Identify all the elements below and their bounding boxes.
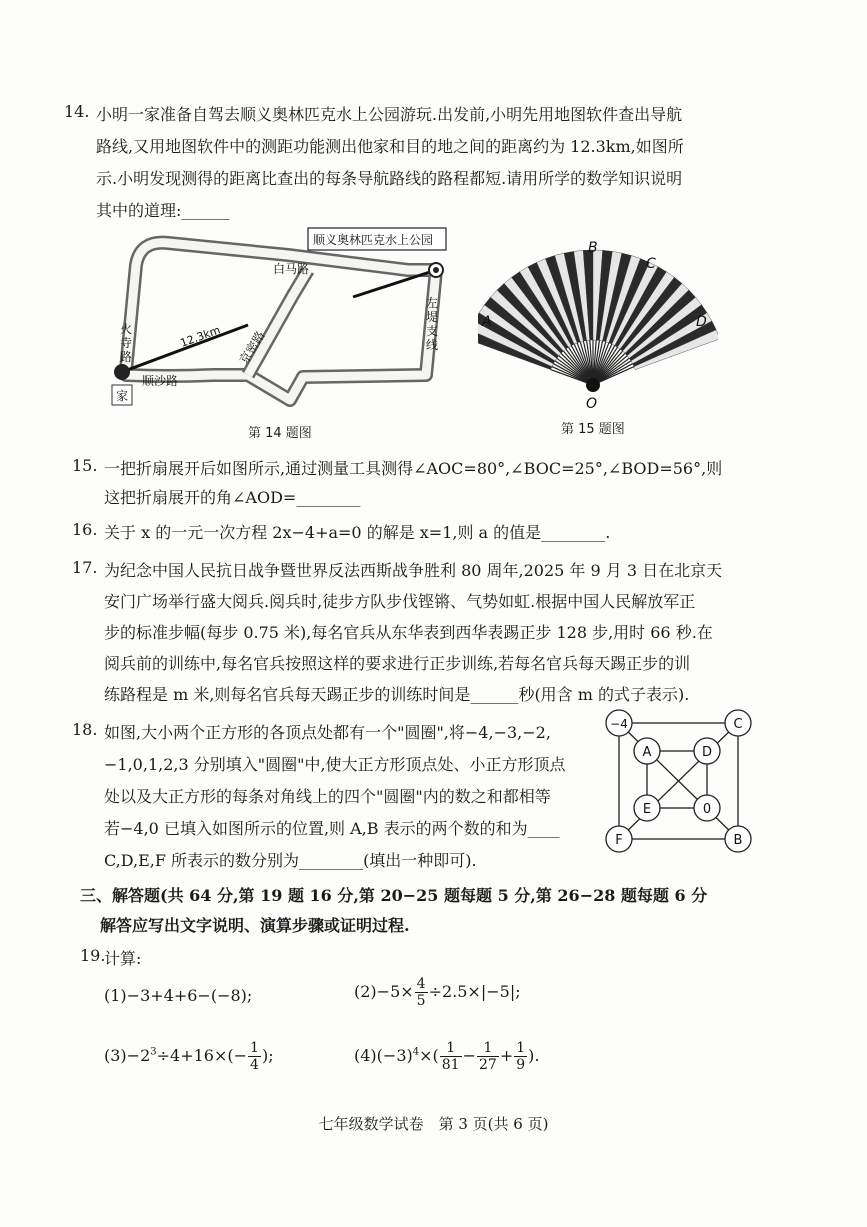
section3-heading: 三、解答题(共 64 分,第 19 题 16 分,第 20−25 题每题 5 分,第 26−28 题每题 6 分 — [80, 886, 708, 905]
svg-text:F: F — [615, 833, 623, 848]
svg-text:A: A — [642, 745, 652, 760]
section3-instructions: 解答应写出文字说明、演算步骤或证明过程. — [100, 916, 410, 935]
q19-part-4-a: (4)(−3) — [354, 1046, 413, 1065]
q16-answer-blank[interactable]: ________ — [541, 523, 606, 542]
q14-number: 14. — [64, 102, 90, 121]
q16-line — [104, 520, 610, 543]
home-label: 家 — [116, 389, 129, 403]
q19-part-3-a: (3)−2 — [104, 1046, 151, 1065]
road-label-huosi-1: 火 — [120, 322, 133, 336]
q18-line-4 — [104, 816, 560, 839]
q19-part-2 — [354, 976, 521, 1009]
q16-text: 关于 x 的一元一次方程 2x−4+a=0 的解是 x=1,则 a 的值是 — [104, 523, 542, 542]
circle-inner-bottom-right — [694, 795, 720, 821]
q15-line-2-text: 这把折扇展开的角∠AOD= — [104, 488, 297, 507]
q17-line-1: 为纪念中国人民抗日战争暨世界反法西斯战争胜利 80 周年,2025 年 9 月 3 日在北京天 — [104, 561, 723, 580]
road-label-baima: 白马路 — [273, 262, 310, 276]
road-label-huosi-2: 寺 — [120, 336, 133, 350]
q19-part-4-fraction-2: $\frac{1}{27}$ — [479, 1040, 497, 1073]
svg-text:−4: −4 — [610, 717, 628, 731]
page-footer: 七年级数学试卷 第 3 页(共 6 页) — [318, 1115, 549, 1133]
fan-ribs — [478, 250, 718, 385]
road-label-huosi-3: 路 — [120, 350, 133, 364]
q17-line-5 — [104, 682, 689, 705]
q17-line-2: 安门广场举行盛大阅兵.阅兵时,徒步方队步伐铿锵、气势如虹.根据中国人民解放军正 — [104, 592, 696, 611]
q19-part-3-b: ÷4+16×(− — [156, 1046, 248, 1065]
road-label-shunsha: 顺沙路 — [142, 374, 179, 388]
q19-part-4-exp: 4 — [412, 1046, 420, 1058]
q14-line-2: 路线,又用地图软件中的测距功能测出他家和目的地之间的距离约为 12.3km,如图所 — [96, 137, 684, 156]
circle-inner-top-left — [634, 738, 660, 764]
q19-part-4-b: ×( — [419, 1046, 439, 1065]
q19-part-2-a: (2)−5× — [354, 982, 414, 1001]
q17-number: 17. — [72, 558, 98, 577]
q19-part-2-fraction: $\frac{4}{5}$ — [416, 976, 426, 1009]
q18-line-2: −1,0,1,2,3 分别填入"圆圈"中,使大正方形顶点处、小正方形顶点 — [104, 755, 566, 774]
circle-inner-top-right — [694, 738, 720, 764]
road-label-zuodi-4: 线 — [426, 338, 439, 352]
road-label-zuodi-2: 堤 — [426, 310, 439, 324]
map-road-jingmi-inner — [248, 270, 308, 375]
fan-label-b: B — [588, 240, 598, 256]
q19-number: 19. — [80, 946, 106, 965]
q19-part-1: (1)−3+4+6−(−8); — [104, 986, 253, 1005]
q14-line-3: 示.小明发现测得的距离比查出的每条导航路线的路程都短.请用所学的数学知识说明 — [96, 169, 683, 188]
svg-text:B: B — [733, 833, 743, 848]
q15-caption: 第 15 题图 — [561, 422, 625, 437]
q15-line-1: 一把折扇展开后如图所示,通过测量工具测得∠AOC=80°,∠BOC=25°,∠BOD=56°,则 — [104, 459, 723, 478]
fan-label-c: C — [646, 256, 656, 272]
q18-answer-blank-2[interactable]: ________ — [299, 851, 364, 870]
q18-line-5 — [104, 848, 477, 871]
q19-part-3-fraction: $\frac{1}{4}$ — [250, 1040, 259, 1073]
circle-top-right — [725, 710, 751, 736]
q19-part-3-exp: 3 — [150, 1046, 157, 1058]
fan-label-o: O — [586, 396, 598, 410]
q19-part-4-op2: + — [499, 1046, 514, 1065]
q14-line-1: 小明一家准备自驾去顺义奥林匹克水上公园游玩.出发前,小明先用地图软件查出导航 — [96, 105, 683, 124]
fan-pivot — [586, 378, 600, 392]
q19-part-4 — [354, 1040, 539, 1073]
q18-line-4-text: 若−4,0 已填入如图所示的位置,则 A,B 表示的两个数的和为 — [104, 819, 528, 838]
q18-line-3: 处以及大正方形的每条对角线上的四个"圆圈"内的数之和都相等 — [104, 787, 551, 806]
q14-line-4-text: 其中的道理: — [96, 201, 182, 220]
q14-map-figure — [108, 225, 468, 410]
road-label-zuodi-3: 支 — [426, 324, 439, 338]
q19-title: 计算: — [104, 949, 142, 968]
q17-answer-blank[interactable]: ______ — [470, 685, 519, 704]
q17-line-4: 阅兵前的训练中,每名官兵按照这样的要求进行正步训练,若每名官兵每天踢正步的训 — [104, 654, 691, 673]
q19-part-4-c: ). — [528, 1046, 540, 1065]
svg-text:D: D — [701, 745, 713, 760]
q18-end: (填出一种即可). — [363, 851, 477, 870]
q19-part-4-op1: − — [462, 1046, 476, 1065]
q15-line-2 — [104, 485, 360, 508]
q19-part-3-c: ); — [261, 1046, 274, 1065]
circle-inner-bottom-left — [634, 795, 660, 821]
q16-number: 16. — [72, 520, 98, 539]
fan-label-a: A — [482, 314, 492, 330]
q18-number: 18. — [72, 720, 98, 739]
road-label-zuodi-1: 左 — [426, 296, 439, 310]
q18-answer-blank-1[interactable]: ____ — [527, 819, 560, 838]
destination-label: 顺义奥林匹克水上公园 — [313, 233, 434, 247]
distance-label: 12.3km — [178, 323, 223, 350]
fan-label-d: D — [696, 314, 707, 330]
q14-caption: 第 14 题图 — [248, 426, 312, 441]
q18-squares-figure — [602, 708, 772, 858]
q17-line-3: 步的标准步幅(每步 0.75 米),每名官兵从东华表到西华表踢正步 128 步,用时 66 秒.在 — [104, 623, 713, 642]
home-marker-icon — [114, 364, 130, 380]
circle-top-left — [606, 710, 632, 736]
svg-text:C: C — [733, 717, 743, 732]
q15-answer-blank[interactable]: ________ — [296, 488, 361, 507]
circle-bottom-right — [725, 826, 751, 852]
q19-part-2-b: ÷2.5×|−5|; — [428, 982, 521, 1001]
q14-answer-blank[interactable]: ______ — [181, 201, 230, 220]
q15-fan-figure — [478, 240, 718, 410]
q18-line-5-text: C,D,E,F 所表示的数分别为 — [104, 851, 300, 870]
svg-text:E: E — [642, 802, 652, 817]
q15-number: 15. — [72, 456, 98, 475]
q16-end: . — [605, 523, 611, 542]
q18-line-1: 如图,大小两个正方形的各顶点处都有一个"圆圈",将−4,−3,−2, — [104, 723, 551, 742]
road-label-jingmi: 京密路 — [236, 328, 268, 367]
q19-part-4-fraction-3: $\frac{1}{9}$ — [516, 1040, 526, 1073]
svg-text:0: 0 — [702, 802, 712, 817]
q19-part-3 — [104, 1040, 274, 1073]
q19-part-4-fraction-1: $\frac{1}{81}$ — [441, 1040, 460, 1073]
q17-line-5-text: 练路程是 m 米,则每名官兵每天踢正步的训练时间是 — [104, 685, 471, 704]
q14-line-4 — [96, 198, 229, 221]
q17-end: 秒(用含 m 的式子表示). — [518, 685, 690, 704]
circle-bottom-left — [606, 826, 632, 852]
